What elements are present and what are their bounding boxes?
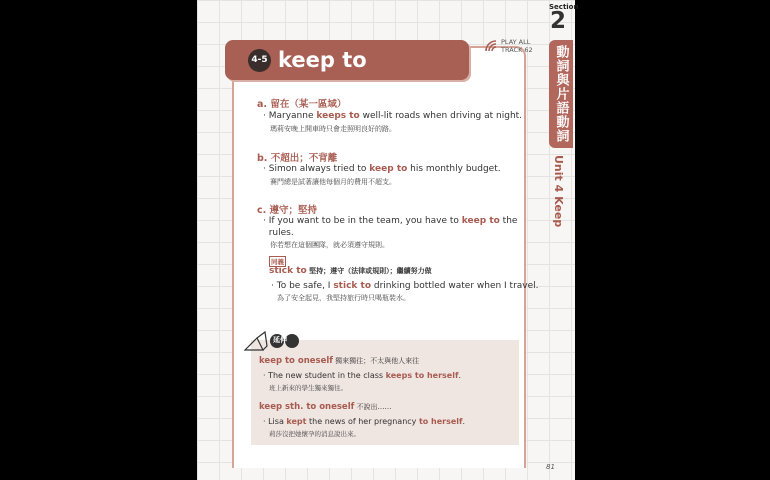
page-title: keep to	[278, 48, 367, 72]
page-number: 81	[546, 463, 555, 471]
extension-item-2: keep sth. to oneself 不說出……	[259, 402, 392, 412]
extension-label: 延伸	[273, 336, 287, 344]
audio-waves-icon	[484, 39, 498, 53]
chapter-side-tab: 動詞與片語動詞	[549, 40, 573, 148]
title-bar	[225, 40, 469, 80]
extension-example-2: · Lisa kept the news of her pregnancy to herself.	[263, 417, 466, 426]
definition-b: b. 不超出；不背離	[257, 153, 338, 164]
translation-b: 賽門總是試著讓他每個月的費用不超支。	[270, 178, 396, 186]
track-line-2: TRACK 62	[501, 46, 533, 54]
extension-translation-1: 班上新來的學生獨來獨往。	[269, 384, 347, 392]
play-all-track[interactable]	[484, 38, 533, 54]
definition-c: c. 遵守；堅持	[257, 205, 318, 216]
translation-c: 你若想在這個團隊，就必須遵守規則。	[270, 241, 389, 249]
translation-a: 瑪莉安晚上開車時只會走照明良好的路。	[270, 125, 396, 133]
synonym-line: stick to 堅持；遵守（法律或規則）；繼續努力做	[269, 266, 432, 276]
section-number: 2	[550, 8, 567, 34]
definition-a: a. 留在（某一區域）	[257, 99, 347, 110]
extension-translation-2: 莉莎沒把她懷孕的消息說出來。	[269, 430, 360, 438]
entry-number-badge: 4-5	[248, 49, 271, 72]
section-label: Section	[549, 3, 579, 11]
example-a: · Maryanne keeps to well-lit roads when driving at night.	[263, 111, 523, 121]
extension-example-1: · The new student in the class keeps to herself.	[263, 371, 461, 380]
synonym-translation: 為了安全起見，我堅持旅行時只喝瓶裝水。	[277, 294, 410, 302]
textbook-page	[197, 0, 579, 480]
unit-label: Unit 4 Keep	[552, 155, 565, 228]
extension-item-1: keep to oneself 獨來獨往；不太與他人來往	[259, 356, 420, 366]
synonym-tag: 同義	[271, 258, 284, 266]
synonym-example: · To be safe, I stick to drinking bottled water when I travel.	[271, 281, 539, 291]
track-line-1: PLAY ALL	[501, 38, 531, 46]
example-c: · If you want to be in the team, you have to keep to the rules.	[263, 216, 518, 238]
example-b: · Simon always tried to keep to his monthly budget.	[263, 164, 501, 174]
